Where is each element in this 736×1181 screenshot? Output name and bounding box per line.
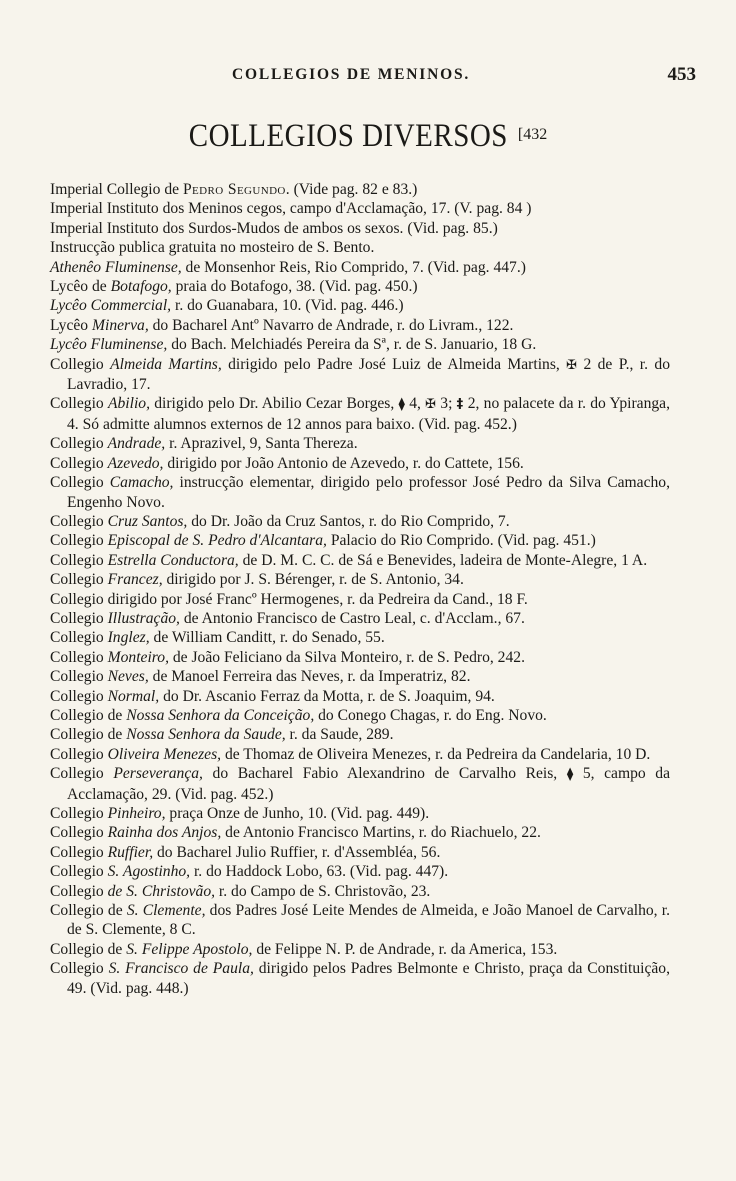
entry-lyceo-fluminense: Lycêo Fluminense, do Bach. Melchiadés Pereira da Sª, r. de S. Januario, 18 G. [50, 336, 537, 354]
entry-almeida-martins: Collegio Almeida Martins, dirigido pelo Padre José Luiz de Almeida Martins, ✠ 2 de P., r. do Lavradio, 17. [50, 355, 671, 394]
entry-lyceo-minerva: Lycêo Minerva, do Bacharel Antº Navarro de Andrade, r. do Livram., 122. [50, 316, 514, 334]
entry-s-christovao: Collegio de S. Christovão, r. do Campo de S. Christovão, 23. [50, 882, 431, 900]
entry-abilio: Collegio Abilio, dirigido pelo Dr. Abilio Cezar Borges, ⧫ 4, ✠ 3; ‡ 2, no palacete da r. do Ypiranga, 4. Só admitte alumnos externos de 12 annos para baixo. (Vid. pag. 452.) [50, 395, 670, 433]
entry-estrella-conductora: Collegio Estrella Conductora, de D. M. C. C. de Sá e Benevides, ladeira de Monte-Alegre, 1 A. [50, 551, 648, 569]
entry-normal: Collegio Normal, do Dr. Ascanio Ferraz da Motta, r. de S. Joaquim, 94. [50, 687, 495, 705]
small-caps-name: Pedro Segundo [182, 181, 286, 198]
section-title: COLLEGIOS DIVERSOS [188, 118, 508, 154]
entry-lyceo-botafogo: Lycêo de Botafogo, praia do Botafogo, 38. (Vid. pag. 450.) [50, 278, 418, 296]
drop-symbol-icon: ⧫ [398, 397, 405, 413]
entry-atheneo-fluminense: Athenêo Fluminense, de Monsenhor Reis, Rio Comprido, 7. (Vid. pag. 447.) [50, 258, 526, 276]
section-reference: [432 [517, 126, 548, 143]
entry-andrade: Collegio Andrade, r. Aprazivel, 9, Santa Thereza. [50, 435, 358, 453]
entry-pinheiro: Collegio Pinheiro, praça Onze de Junho, 10. (Vid. pag. 449). [50, 805, 430, 822]
entry-perseveranca: Collegio Perseverança, do Bacharel Fabio Alexandrino de Carvalho Reis, ⧫ 5, campo da Acclamação, 29. (Vid. pag. 452.) [50, 765, 671, 803]
entry-nossa-senhora-saude: Collegio de Nossa Senhora da Saude, r. da Saude, 289. [50, 726, 394, 744]
entry-s-felippe-apostolo: Collegio de S. Felippe Apostolo, de Felippe N. P. de Andrade, r. da America, 153. [50, 940, 558, 958]
entry-illustracao: Collegio Illustração, de Antonio Francisco de Castro Leal, c. d'Acclam., 67. [50, 609, 525, 627]
entry-neves: Collegio Neves, de Manoel Ferreira das Neves, r. da Imperatriz, 82. [50, 668, 471, 686]
entry-hermogenes: Collegio dirigido por José Francº Hermogenes, r. da Pedreira da Cand., 18 F. [50, 590, 528, 608]
entry-oliveira-menezes: Collegio Oliveira Menezes, de Thomaz de Oliveira Menezes, r. da Pedreira da Candelaria, 10 D. [50, 745, 651, 763]
entry-lyceo-commercial: Lycêo Commercial, r. do Guanabara, 10. (Vid. pag. 446.) [50, 297, 404, 315]
entry-francez: Collegio Francez, dirigido por J. S. Bérenger, r. de S. Antonio, 34. [50, 571, 464, 589]
running-head: COLLEGIOS DE MENINOS. [232, 66, 471, 83]
entry-instituto-cegos: Imperial Instituto dos Meninos cegos, campo d'Acclamação, 17. (V. pag. 84 ) [50, 200, 532, 218]
page-header [52, 64, 696, 90]
entry-list [50, 180, 670, 998]
entry-episcopal: Collegio Episcopal de S. Pedro d'Alcantara, Palacio do Rio Comprido. (Vid. pag. 451.) [50, 532, 596, 550]
entry-camacho: Collegio Camacho, instrucção elementar, dirigido pelo professor José Pedro da Silva Camacho, Engenho Novo. [50, 474, 670, 511]
entry-inglez: Collegio Inglez, de William Canditt, r. do Senado, 55. [50, 629, 385, 647]
entry-instruccao-publica: Instrucção publica gratuita no mosteiro de S. Bento. [50, 239, 375, 257]
entry-s-clemente: Collegio de S. Clemente, dos Padres José Leite Mendes de Almeida, e João Manoel de Carvalho, r. de S. Clemente, 8 C. [50, 902, 670, 939]
entry-cruz-santos: Collegio Cruz Santos, do Dr. João da Cruz Santos, r. do Rio Comprido, 7. [50, 512, 510, 530]
double-dagger-symbol-icon: ‡ [456, 397, 464, 413]
entry-monteiro: Collegio Monteiro, de João Feliciano da Silva Monteiro, r. de S. Pedro, 242. [50, 648, 525, 666]
entry-instituto-surdos: Imperial Instituto dos Surdos-Mudos de ambos os sexos. (Vid. pag. 85.) [50, 219, 498, 237]
section-heading [0, 120, 736, 153]
entry-s-francisco-de-paula: Collegio S. Francisco de Paula, dirigido pelos Padres Belmonte e Christo, praça da Constituição, 49. (Vid. pag. 448.) [50, 960, 670, 997]
drop-symbol-icon: ⧫ [566, 767, 574, 783]
entry-imperial-collegio: Imperial Collegio de Pedro Segundo. (Vide pag. 82 e 83.) [50, 181, 418, 198]
cross-symbol-icon: ✠ [425, 397, 437, 413]
entry-s-agostinho: Collegio S. Agostinho, r. do Haddock Lobo, 63. (Vid. pag. 447). [50, 863, 449, 881]
entry-azevedo: Collegio Azevedo, dirigido por João Antonio de Azevedo, r. do Cattete, 156. [50, 454, 524, 472]
entry-nossa-senhora-conceicao: Collegio de Nossa Senhora da Conceição, do Conego Chagas, r. do Eng. Novo. [50, 706, 547, 724]
entry-ruffier: Collegio Ruffier, do Bacharel Julio Ruffier, r. d'Assembléa, 56. [50, 843, 441, 861]
page-number: 453 [667, 64, 696, 85]
entry-rainha-dos-anjos: Collegio Rainha dos Anjos, de Antonio Francisco Martins, r. do Riachuelo, 22. [50, 824, 541, 842]
cross-symbol-icon: ✠ [566, 357, 578, 373]
